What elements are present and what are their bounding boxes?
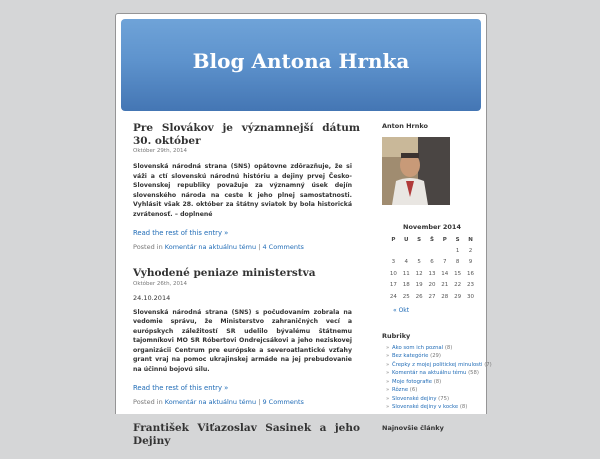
calendar-day [387,245,400,257]
post-date: Október 29th, 2014 [133,148,188,154]
list-item [382,386,482,395]
main-content [133,122,360,459]
calendar-day: 18 [402,282,410,289]
calendar-day: 3 [391,259,396,266]
comments-link[interactable]: 9 Comments [262,398,304,406]
calendar-day: 5 [417,259,421,266]
calendar-day: 26 [415,293,423,300]
category-link[interactable]: Bez kategórie [392,353,429,359]
weekday-header: N [468,236,473,243]
weekday-header: Š [429,236,434,243]
meta-separator: | [258,243,261,251]
posted-in-label: Posted in [133,398,163,406]
post-excerpt: Slovenská národná strana (SNS) s počudovaním zobrala na vedomie správu, že Ministerstvo zahraničných vecí a európskych záležitostí SR udelilo bývalému štátnemu tajomníkovi MO SR Róbertovi Ondrejcsákovi a jeho neziskovej organizácii Centrum pre európske a severoatlantické vzťahy grant vraj na pomoc ukrajinskej armáde na jej prebudovanie na účinnú bojovú silu. [133,308,352,373]
calendar-day: 10 [389,270,397,277]
post [133,122,360,251]
weekday-header: P [391,236,396,243]
category-count: (8) [433,378,442,385]
post-meta [133,398,360,406]
list-item [382,395,482,404]
category-count: (29) [430,353,441,359]
author-widget-title: Anton Hrnko [382,122,429,130]
page-container [115,13,492,447]
category-count: (6) [409,387,418,393]
post-category-link[interactable]: Komentár na aktuálnu tému [164,243,257,251]
calendar-day: 12 [415,270,423,277]
calendar-day: 21 [441,282,449,289]
blog-title-link[interactable]: Blog Antona Hrnka [192,49,410,73]
post-title-link[interactable]: Vyhodené peniaze ministerstva [133,267,316,279]
category-count: (7) [484,361,492,368]
list-item [382,403,482,412]
calendar-prev-month-link[interactable]: « Okt [393,306,410,314]
calendar-day: 13 [428,270,436,277]
calendar-day: 4 [404,259,409,266]
calendar-week-row [387,291,477,303]
list-item [382,361,492,370]
calendar-day [426,245,439,257]
list-item [382,352,482,361]
post [133,267,360,406]
post-title-link[interactable]: Pre Slovákov je významnejší dátum 30. október [133,122,360,147]
calendar-day: 8 [455,259,460,266]
category-link[interactable]: Komentár na aktuálnu tému [392,370,467,376]
calendar-caption: November 2014 [403,223,461,231]
calendar-day: 17 [389,282,397,289]
list-item [382,369,482,378]
category-link[interactable]: Rôzne [392,387,409,393]
list-item [382,378,482,387]
post [133,422,360,447]
meta-separator: | [258,398,261,406]
calendar-day: 2 [468,247,473,254]
post-dateline: 24.10.2014 [133,293,171,302]
comments-link[interactable]: 4 Comments [262,243,304,251]
read-more-link[interactable]: Read the rest of this entry » [133,384,229,392]
calendar-week-row [387,245,477,257]
weekday-header: P [442,236,447,243]
category-count: (75) [438,395,450,402]
calendar-day: 23 [467,282,475,289]
calendar-week-row [387,268,477,280]
author-photo-image [382,137,450,205]
category-count: (58) [468,370,479,376]
blog-header [121,19,481,111]
post-excerpt: Slovenská národná strana (SNS) opätovne zdôrazňuje, že si váži a ctí slovenskú národnú históriu a dejiny prvej Česko-Slovenskej republiky považuje za významný úsek dejín slovenského národa na ceste k jeho plnej samostatnosti. Vyhlásit však 28. október za štátny sviatok by bola historická zvrátenosť. – doplnené [133,163,352,218]
categories-list [382,344,492,412]
calendar-week-row [387,280,477,292]
calendar-weekday-row [387,234,477,245]
calendar-widget [382,223,482,314]
weekday-header: U [404,236,409,243]
calendar-day: 1 [455,247,460,254]
weekday-header: S [455,236,460,243]
recent-posts-widget-title: Najnovšie články [382,423,444,432]
calendar-day: 11 [402,270,410,277]
weekday-header: S [417,236,422,243]
category-link[interactable]: Črepky z mojej politickej minulosti [392,361,483,368]
category-link[interactable]: Moje fotografie [392,378,433,385]
read-more-link[interactable]: Read the rest of this entry » [133,229,229,237]
list-item [382,344,482,353]
category-link[interactable]: Slovenské dejiny [392,395,437,402]
calendar-day [400,245,413,257]
category-count: (8) [459,404,468,410]
author-photo [382,137,450,205]
calendar-day: 27 [428,293,436,300]
calendar-day: 29 [454,293,462,300]
calendar-day: 24 [389,293,397,300]
calendar-day [413,245,426,257]
calendar-day: 22 [454,282,462,289]
post-date: Október 26th, 2014 [133,280,188,287]
calendar-day: 6 [430,259,434,266]
calendar-day: 25 [402,293,410,300]
post-category-link[interactable]: Komentár na aktuálnu tému [164,398,257,406]
calendar-table [387,234,477,303]
calendar-day: 16 [467,270,475,277]
calendar-week-row [387,257,477,269]
category-link[interactable]: Ako som ich poznal [392,344,444,351]
calendar-day: 19 [415,282,423,289]
calendar-day: 30 [467,293,475,300]
post-title-link[interactable]: František Viťazoslav Sasinek a jeho Dejiny [133,422,360,447]
calendar-day: 14 [441,270,449,277]
calendar-day: 9 [468,259,473,266]
categories-widget-title: Rubriky [382,331,411,340]
category-count: (8) [444,344,453,351]
sidebar [382,122,492,432]
calendar-day [438,245,451,257]
post-meta [133,243,360,251]
calendar-day: 20 [428,282,436,289]
posted-in-label: Posted in [133,243,163,251]
category-link[interactable]: Slovenské dejiny v kocke [392,404,459,410]
calendar-day: 15 [454,270,462,277]
calendar-day: 7 [443,259,447,266]
calendar-day: 28 [441,293,449,300]
